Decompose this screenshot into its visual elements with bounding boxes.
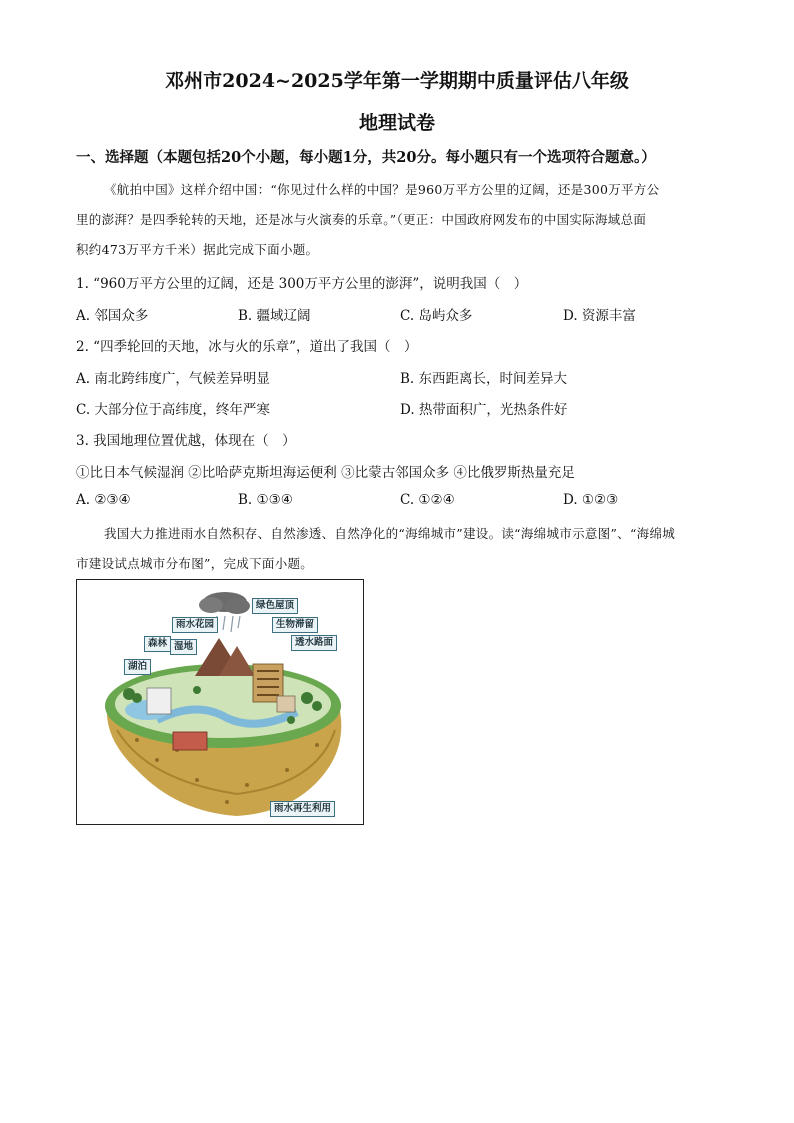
island-surface xyxy=(105,664,341,748)
question-1-option-a[interactable]: A. 邻国众多 xyxy=(76,308,149,324)
question-2-option-a[interactable]: A. 南北跨纬度广，气候差异明显 xyxy=(76,371,270,387)
label-permeable-road: 透水路面 xyxy=(291,635,337,651)
label-lake: 湖泊 xyxy=(124,659,151,675)
label-bio-retention: 生物滞留 xyxy=(272,617,318,633)
material-2-line-2: 市建设试点城市分布图”，完成下面小题。 xyxy=(76,556,314,571)
exam-title: 邓州市2024~2025学年第一学期期中质量评估八年级 xyxy=(165,70,629,92)
label-rain-garden: 雨水花园 xyxy=(172,617,218,633)
question-3-option-b[interactable]: B. ①③④ xyxy=(238,492,293,508)
label-forest: 森林 xyxy=(144,636,171,652)
exam-subtitle: 地理试卷 xyxy=(358,112,435,134)
question-3-option-a[interactable]: A. ②③④ xyxy=(76,492,131,508)
label-wetland: 湿地 xyxy=(170,639,197,655)
question-2-stem: 2. “四季轮回的天地，冰与火的乐章”，道出了我国（ ） xyxy=(76,339,418,355)
sponge-city-illustration xyxy=(77,580,363,824)
section-heading: 一、选择题（本题包括20个小题，每小题1分，共20分。每小题只有一个选项符合题意。） xyxy=(76,149,656,166)
material-2-line-1: 我国大力推进雨水自然积存、自然渗透、自然净化的“海绵城市”建设。读“海绵城市示意图”、“海绵城 xyxy=(104,526,676,541)
question-3-statement: ①比日本气候湿润 ②比哈萨克斯坦海运便利 ③比蒙古邻国众多 ④比俄罗斯热量充足 xyxy=(76,465,575,481)
material-1-line-2: 里的澎湃？是四季轮转的天地，还是冰与火演奏的乐章。”（更正：中国政府网发布的中国实际海域总面 xyxy=(76,212,647,227)
question-1-stem: 1. “960万平方公里的辽阔，还是 300万平方公里的澎湃”，说明我国（ ） xyxy=(76,276,528,292)
question-1-option-b[interactable]: B. 疆域辽阔 xyxy=(238,308,311,324)
label-rain-reuse: 雨水再生利用 xyxy=(270,801,335,817)
question-3-option-c[interactable]: C. ①②④ xyxy=(400,492,455,508)
question-3-stem: 3. 我国地理位置优越，体现在（ ） xyxy=(76,433,296,449)
label-green-roof: 绿色屋顶 xyxy=(252,598,298,614)
question-2-option-c[interactable]: C. 大部分位于高纬度，终年严寒 xyxy=(76,402,270,418)
question-2-option-b[interactable]: B. 东西距离长，时间差异大 xyxy=(400,371,568,387)
question-2-option-d[interactable]: D. 热带面积广，光热条件好 xyxy=(400,402,568,418)
question-3-option-d[interactable]: D. ①②③ xyxy=(563,492,619,508)
material-1-line-3: 积约473万平方千米）据此完成下面小题。 xyxy=(76,242,319,257)
question-1-option-d[interactable]: D. 资源丰富 xyxy=(563,308,636,324)
material-1-line-1: 《航拍中国》这样介绍中国：“你见过什么样的中国？是960万平方公里的辽阔，还是300万平方公 xyxy=(104,182,660,197)
mountains xyxy=(195,638,255,676)
sponge-city-diagram xyxy=(76,579,364,825)
question-1-option-c[interactable]: C. 岛屿众多 xyxy=(400,308,473,324)
